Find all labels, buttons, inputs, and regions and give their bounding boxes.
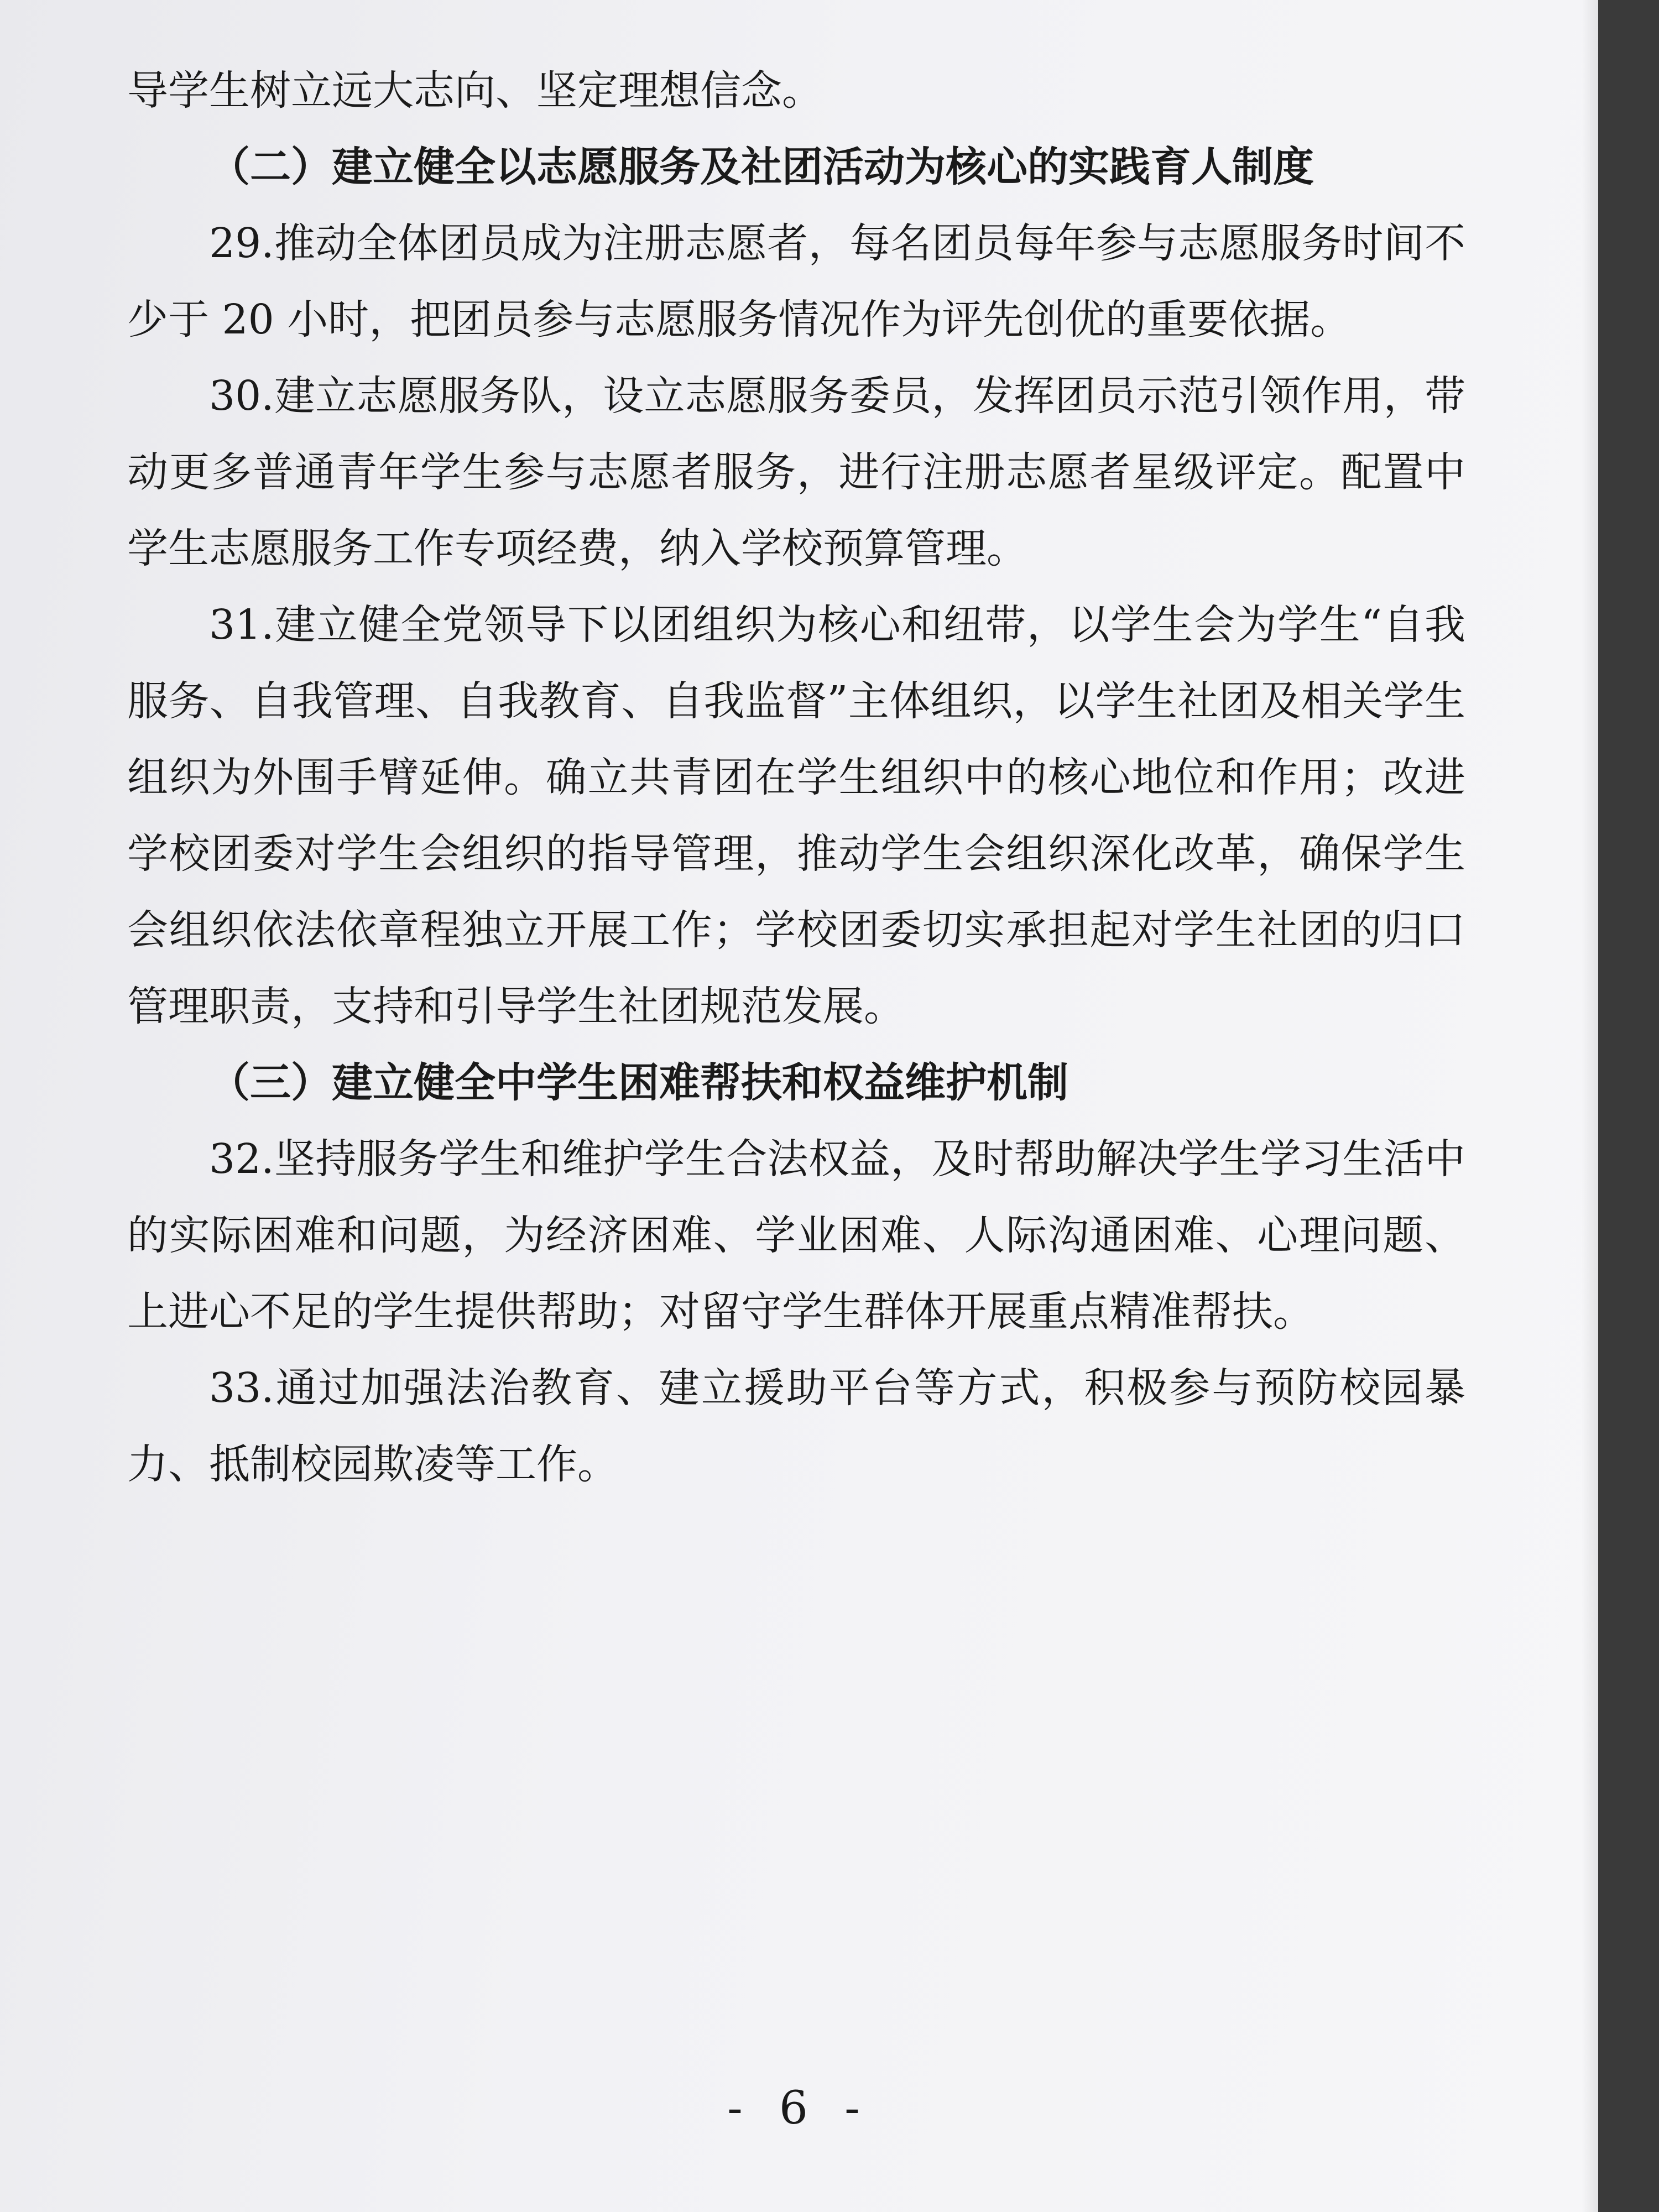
item-29-paragraph: 29.推动全体团员成为注册志愿者，每名团员每年参与志愿服务时间不少于 20 小时，把团员参与志愿服务情况作为评先创优的重要依据。 — [127, 220, 1465, 343]
section-heading-2: （二）建立健全以志愿服务及社团活动为核心的实践育人制度 — [209, 143, 1314, 191]
document-body — [127, 53, 1465, 1503]
section-heading-3: （三）建立健全中学生困难帮扶和权益维护机制 — [209, 1059, 1068, 1107]
paragraph-continuation: 导学生树立远大志向、坚定理想信念。 — [127, 67, 823, 114]
item-33-paragraph: 33.通过加强法治教育、建立援助平台等方式，积极参与预防校园暴力、抵制校园欺凌等工作。 — [127, 1364, 1465, 1488]
item-31-paragraph: 31.建立健全党领导下以团组织为核心和纽带，以学生会为学生“自我服务、自我管理、自我教育、自我监督”主体组织，以学生社团及相关学生组织为外围手臂延伸。确立共青团在学生组织中的核心地位和作用；改进学校团委对学生会组织的指导管理，推动学生会组织深化改革，确保学生会组织依法依章程独立开展工作；学校团委切实承担起对学生社团的归口管理职责，支持和引导学生社团规范发展。 — [127, 601, 1465, 1030]
item-30-paragraph: 30.建立志愿服务队，设立志愿服务委员，发挥团员示范引领作用，带动更多普通青年学生参与志愿者服务，进行注册志愿者星级评定。配置中学生志愿服务工作专项经费，纳入学校预算管理。 — [127, 372, 1465, 572]
page-number: - 6 - — [727, 2082, 871, 2135]
item-32-paragraph: 32.坚持服务学生和维护学生合法权益，及时帮助解决学生学习生活中的实际困难和问题，为经济困难、学业困难、人际沟通困难、心理问题、上进心不足的学生提供帮助；对留守学生群体开展重点精准帮扶。 — [127, 1135, 1465, 1335]
